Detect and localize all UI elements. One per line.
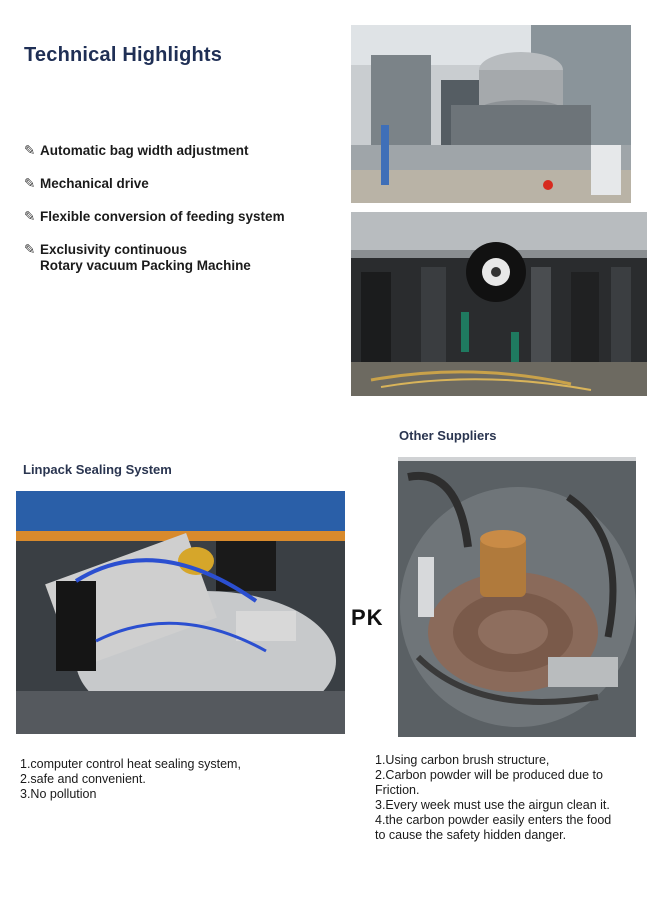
highlight-item — [24, 176, 149, 192]
pencil-icon: ✎ — [24, 242, 36, 257]
highlight-text: Mechanical drive — [40, 176, 149, 191]
point-text: Friction. — [375, 783, 420, 797]
highlight-item — [24, 209, 285, 225]
point-text: 3.Every week must use the airgun clean it. — [375, 798, 610, 812]
machine-overview-photo — [351, 25, 631, 203]
pencil-icon: ✎ — [24, 143, 36, 158]
other-suppliers-label: Other Suppliers — [399, 428, 497, 443]
point-text: to cause the safety hidden danger. — [375, 828, 567, 842]
highlight-text-line2: Rotary vacuum Packing Machine — [40, 258, 251, 273]
linpack-points — [20, 757, 241, 802]
highlight-item — [24, 143, 249, 159]
point-text: 2.Carbon powder will be produced due to — [375, 768, 603, 782]
linpack-sealing-photo — [16, 491, 345, 734]
highlight-text: Automatic bag width adjustment — [40, 143, 249, 158]
highlight-item — [24, 242, 251, 274]
mechanical-drive-photo — [351, 212, 647, 396]
pencil-icon: ✎ — [24, 176, 36, 191]
point-text: 1.Using carbon brush structure, — [375, 753, 550, 767]
pencil-icon: ✎ — [24, 209, 36, 224]
linpack-sealing-label: Linpack Sealing System — [23, 462, 172, 477]
other-suppliers-points — [375, 753, 611, 843]
other-suppliers-photo — [398, 457, 636, 737]
point-text: 1.computer control heat sealing system, — [20, 757, 241, 771]
page-title: Technical Highlights — [24, 44, 223, 66]
highlight-text: Exclusivity continuous — [40, 242, 188, 257]
point-text: 3.No pollution — [20, 787, 97, 801]
point-text: 2.safe and convenient. — [20, 772, 146, 786]
versus-label: PK — [351, 605, 384, 630]
point-text: 4.the carbon powder easily enters the food — [375, 813, 612, 827]
highlight-text: Flexible conversion of feeding system — [40, 209, 285, 224]
